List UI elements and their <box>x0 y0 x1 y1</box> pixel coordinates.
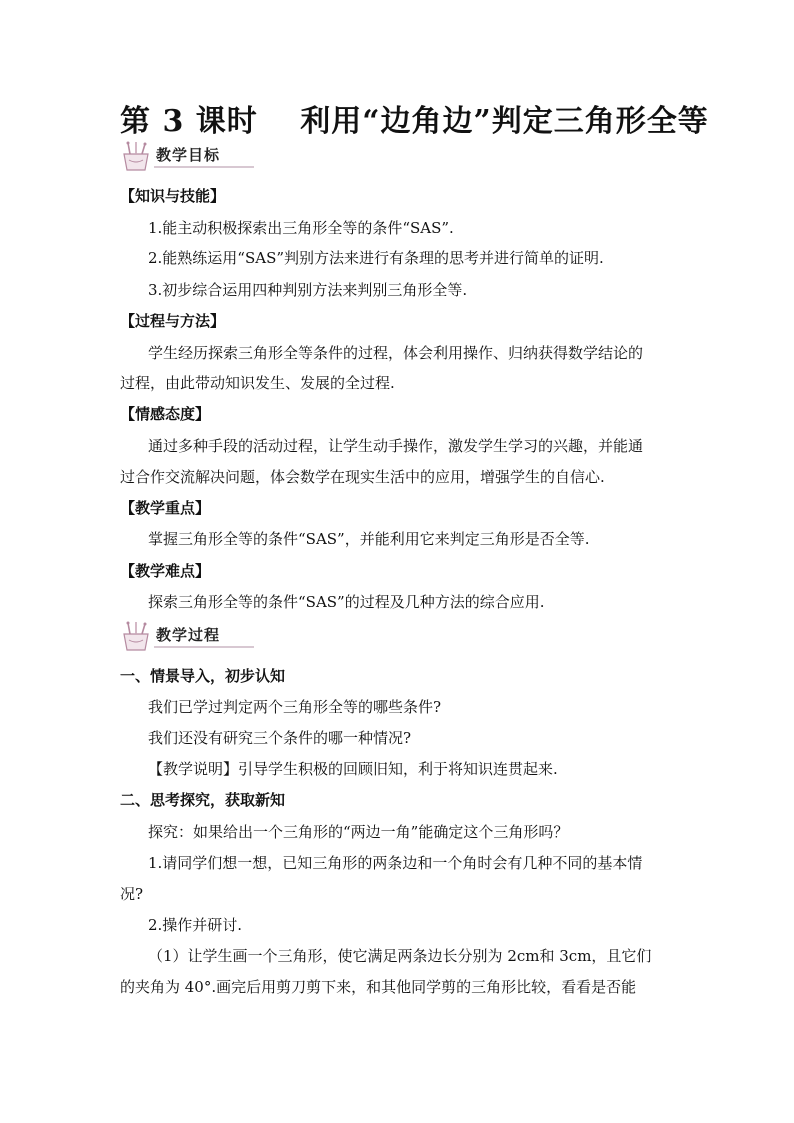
section-banner-objectives <box>118 140 258 172</box>
banner-underline <box>154 166 254 168</box>
pencil-cup-icon <box>118 140 154 172</box>
method-line-2: 过程，由此带动知识发生、发展的全过程. <box>120 374 395 392</box>
knowledge-item-1: 1.能主动积极探索出三角形全等的条件“SAS”. <box>148 219 454 237</box>
attitude-heading: 【情感态度】 <box>120 405 211 423</box>
page-title: 第 3 课时 利用“边角边”判定三角形全等 <box>120 104 709 139</box>
section1-line-1: 我们已学过判定两个三角形全等的哪些条件? <box>148 698 442 716</box>
banner-underline <box>154 646 254 648</box>
key-heading: 【教学重点】 <box>120 499 211 517</box>
banner-label: 教学过程 <box>156 626 221 644</box>
difficult-text: 探索三角形全等的条件“SAS”的过程及几种方法的综合应用. <box>148 593 545 611</box>
key-text: 掌握三角形全等的条件“SAS”，并能利用它来判定三角形是否全等. <box>148 530 590 548</box>
knowledge-item-2: 2.能熟练运用“SAS”判别方法来进行有条理的思考并进行简单的证明. <box>148 249 604 267</box>
method-line-1: 学生经历探索三角形全等条件的过程，体会利用操作、归纳获得数学结论的 <box>148 344 644 362</box>
section1-heading: 一、情景导入，初步认知 <box>120 667 286 685</box>
section2-line-3: 况? <box>120 885 144 903</box>
section1-line-2: 我们还没有研究三个条件的哪一种情况? <box>148 729 412 747</box>
knowledge-item-3: 3.初步综合运用四种判别方法来判别三角形全等. <box>148 281 468 299</box>
section2-line-6: 的夹角为 40°.画完后用剪刀剪下来，和其他同学剪的三角形比较，看看是否能 <box>120 978 637 996</box>
banner-label: 教学目标 <box>156 146 221 164</box>
section2-line-1: 探究：如果给出一个三角形的“两边一角”能确定这个三角形吗？ <box>148 823 569 841</box>
method-heading: 【过程与方法】 <box>120 312 226 330</box>
section1-line-3: 【教学说明】引导学生积极的回顾旧知，利于将知识连贯起来. <box>148 760 558 778</box>
knowledge-heading: 【知识与技能】 <box>120 187 226 205</box>
attitude-line-2: 过合作交流解决问题，体会数学在现实生活中的应用，增强学生的自信心. <box>120 468 605 486</box>
section-banner-process <box>118 620 258 652</box>
pencil-cup-icon <box>118 620 154 652</box>
section2-line-5: （1）让学生画一个三角形，使它满足两条边长分别为 2cm和 3cm，且它们 <box>148 947 652 965</box>
section2-heading: 二、思考探究，获取新知 <box>120 791 286 809</box>
section2-line-2: 1.请同学们想一想，已知三角形的两条边和一个角时会有几种不同的基本情 <box>148 854 643 872</box>
difficult-heading: 【教学难点】 <box>120 562 211 580</box>
attitude-line-1: 通过多种手段的活动过程，让学生动手操作，激发学生学习的兴趣，并能通 <box>148 437 644 455</box>
section2-line-4: 2.操作并研讨. <box>148 916 243 934</box>
